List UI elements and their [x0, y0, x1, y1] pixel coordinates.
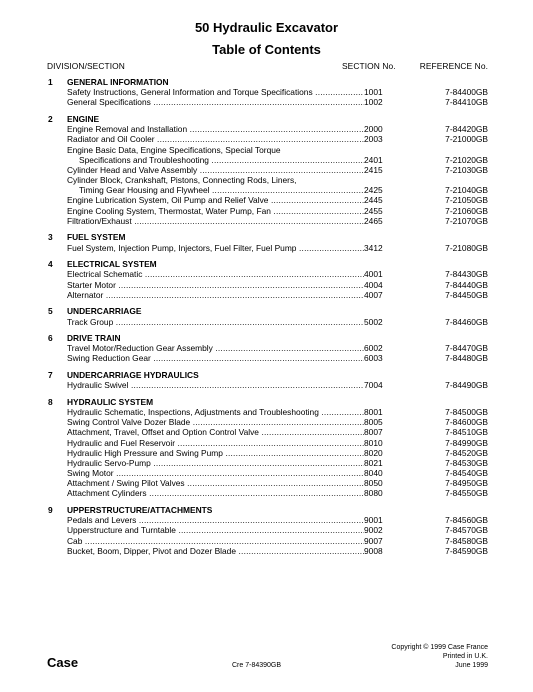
- reference-number: 7-84520GB: [445, 447, 488, 458]
- entry-title: Swing Motor .....: [67, 468, 364, 478]
- section-number: 5002: [364, 316, 383, 327]
- toc-entry: [0, 515, 533, 525]
- entry-title: Starter Motor .....: [67, 280, 364, 290]
- entry-title: Cylinder Block, Crankshaft, Pistons, Connecting Rods, Liners,: [67, 175, 297, 186]
- reference-number: 7-84590GB: [445, 545, 488, 556]
- entry-title: Filtration/Exhaust .....: [67, 216, 364, 226]
- section-number: 2000: [364, 124, 383, 135]
- entry-title: Upperstructure and Turntable .....: [67, 525, 364, 535]
- section-number: 2415: [364, 164, 383, 175]
- entry-title: Hydraulic and Fuel Reservoir .....: [67, 438, 364, 448]
- brand-logo: Case: [47, 655, 79, 670]
- document-title: 50 Hydraulic Excavator: [194, 20, 339, 35]
- entry-title: Timing Gear Housing and Flywheel .....: [79, 185, 364, 195]
- section-number: 9007: [364, 535, 383, 546]
- division-heading: [0, 232, 533, 242]
- document-reference: Cre 7-84390GB: [232, 662, 282, 669]
- entry-title: Hydraulic Servo-Pump .....: [67, 458, 364, 468]
- reference-number: 7-84560GB: [445, 515, 488, 526]
- division-name: GENERAL INFORMATION: [67, 77, 169, 87]
- section-number: 8007: [364, 427, 383, 438]
- toc-entry: [0, 343, 533, 353]
- section-number: 3412: [364, 242, 383, 253]
- entry-title: Cab .....: [67, 536, 364, 546]
- entry-title: Cylinder Head and Valve Assembly .....: [67, 165, 364, 175]
- entry-title: Fuel System, Injection Pump, Injectors, Fuel Filter, Fuel Pump .....: [67, 243, 364, 253]
- toc-entry: [0, 97, 533, 107]
- toc-entry: [0, 525, 533, 535]
- entry-title: Electrical Schematic .....: [67, 269, 364, 279]
- column-header-section: SECTION No.: [342, 61, 396, 71]
- section-number: 7004: [364, 380, 383, 391]
- division-number: 5: [48, 306, 53, 317]
- toc-entry: [0, 380, 533, 390]
- toc-entry: [0, 448, 533, 458]
- reference-number: 7-21070GB: [445, 215, 488, 226]
- section-number: 2445: [364, 195, 383, 206]
- entry-title: Radiator and Oil Cooler .....: [67, 134, 364, 144]
- toc-entry: [0, 478, 533, 488]
- toc-entry: [0, 280, 533, 290]
- toc-entry: [0, 185, 533, 195]
- section-number: 2425: [364, 185, 383, 196]
- copyright-text: Copyright © 1999 Case France: [391, 644, 488, 651]
- reference-number: 7-21000GB: [445, 134, 488, 145]
- toc-entry: [0, 353, 533, 363]
- division-heading: [0, 505, 533, 515]
- division-heading: [0, 114, 533, 124]
- reference-number: 7-84550GB: [445, 488, 488, 499]
- division-number: 4: [48, 259, 53, 270]
- toc-entry: [0, 427, 533, 437]
- division-heading: [0, 397, 533, 407]
- division-number: 8: [48, 396, 53, 407]
- division-number: 1: [48, 77, 53, 87]
- reference-number: 7-84410GB: [445, 97, 488, 108]
- entry-title: Swing Control Valve Dozer Blade .....: [67, 417, 364, 427]
- toc-entry: [0, 243, 533, 253]
- entry-title: Track Group .....: [67, 317, 364, 327]
- division-heading: [0, 306, 533, 316]
- toc-entry: [0, 155, 533, 165]
- division-block: [0, 333, 533, 364]
- reference-number: 7-21080GB: [445, 242, 488, 253]
- column-header-division: DIVISION/SECTION: [47, 61, 125, 71]
- toc-entry: [0, 124, 533, 134]
- division-block: [0, 77, 533, 108]
- toc-entry: [0, 87, 533, 97]
- reference-number: 7-84540GB: [445, 468, 488, 479]
- division-name: FUEL SYSTEM: [67, 232, 126, 243]
- table-of-contents: [0, 77, 533, 562]
- toc-entry: [0, 407, 533, 417]
- entry-title: Attachment / Swing Pilot Valves .....: [67, 478, 364, 488]
- entry-title: Engine Lubrication System, Oil Pump and Relief Valve .....: [67, 195, 364, 205]
- section-number: 2465: [364, 215, 383, 226]
- entry-title: Alternator .....: [67, 290, 364, 300]
- division-number: 6: [48, 333, 53, 344]
- division-number: 3: [48, 232, 53, 243]
- reference-number: 7-84500GB: [445, 406, 488, 417]
- footer-publication-info: [391, 643, 488, 670]
- division-block: [0, 370, 533, 390]
- reference-number: 7-84990GB: [445, 437, 488, 448]
- entry-title: Engine Removal and Installation .....: [67, 124, 364, 134]
- division-heading: [0, 370, 533, 380]
- section-number: 8010: [364, 437, 383, 448]
- toc-entry: [0, 134, 533, 144]
- section-number: 6003: [364, 353, 383, 364]
- reference-number: 7-21040GB: [445, 185, 488, 196]
- entry-title: Safety Instructions, General Information and Torque Specifications .....: [67, 87, 364, 97]
- toc-entry: [0, 206, 533, 216]
- reference-number: 7-84430GB: [445, 269, 488, 280]
- toc-entry: [0, 216, 533, 226]
- division-block: [0, 505, 533, 556]
- entry-title: Engine Cooling System, Thermostat, Water Pump, Fan .....: [67, 206, 364, 216]
- reference-number: 7-84460GB: [445, 316, 488, 327]
- division-block: [0, 306, 533, 326]
- division-block: [0, 397, 533, 499]
- entry-title: Attachment, Travel, Offset and Option Control Valve .....: [67, 427, 364, 437]
- entry-title: Bucket, Boom, Dipper, Pivot and Dozer Blade .....: [67, 546, 364, 556]
- toc-entry: [0, 269, 533, 279]
- reference-number: 7-21050GB: [445, 195, 488, 206]
- section-number: 4004: [364, 279, 383, 290]
- reference-number: 7-21020GB: [445, 154, 488, 165]
- division-name: DRIVE TRAIN: [67, 333, 121, 344]
- section-number: 8021: [364, 457, 383, 468]
- entry-title: General Specifications .....: [67, 97, 364, 107]
- toc-entry: [0, 488, 533, 498]
- section-number: 2003: [364, 134, 383, 145]
- entry-title: Hydraulic Schematic, Inspections, Adjustments and Troubleshooting .....: [67, 407, 364, 417]
- reference-number: 7-21030GB: [445, 164, 488, 175]
- printed-text: Printed in U.K.: [442, 653, 488, 660]
- division-block: [0, 232, 533, 252]
- entry-title: Travel Motor/Reduction Gear Assembly .....: [67, 343, 364, 353]
- entry-title: Hydraulic High Pressure and Swing Pump .....: [67, 448, 364, 458]
- entry-title: Attachment Cylinders .....: [67, 488, 364, 498]
- toc-entry: [0, 317, 533, 327]
- entry-title: Hydraulic Swivel .....: [67, 380, 364, 390]
- reference-number: 7-84950GB: [445, 478, 488, 489]
- toc-entry: [0, 165, 533, 175]
- division-name: ENGINE: [67, 113, 100, 124]
- section-number: 2401: [364, 154, 383, 165]
- section-number: 1002: [364, 97, 383, 108]
- division-name: HYDRAULIC SYSTEM: [67, 396, 154, 407]
- reference-number: 7-84420GB: [445, 124, 488, 135]
- date-text: June 1999: [455, 662, 488, 669]
- column-header-reference: REFERENCE No.: [419, 61, 488, 71]
- division-name: UNDERCARRIAGE HYDRAULICS: [67, 370, 199, 381]
- reference-number: 7-84490GB: [445, 380, 488, 391]
- entry-title: Specifications and Troubleshooting .....: [79, 155, 364, 165]
- document-subtitle: Table of Contents: [212, 42, 321, 57]
- reference-number: 7-84450GB: [445, 289, 488, 300]
- reference-number: 7-84440GB: [445, 279, 488, 290]
- section-number: 9002: [364, 525, 383, 536]
- section-number: 8005: [364, 417, 383, 428]
- toc-entry: [0, 468, 533, 478]
- section-number: 6002: [364, 343, 383, 354]
- entry-title: Pedals and Levers .....: [67, 515, 364, 525]
- division-heading: [0, 77, 533, 87]
- division-name: ELECTRICAL SYSTEM: [67, 259, 157, 270]
- section-number: 1001: [364, 87, 383, 98]
- entry-title: Engine Basic Data, Engine Specifications, Special Torque: [67, 144, 281, 155]
- toc-entry: [0, 290, 533, 300]
- toc-entry: [0, 417, 533, 427]
- reference-number: 7-84600GB: [445, 417, 488, 428]
- toc-entry: [0, 175, 533, 185]
- reference-number: 7-84480GB: [445, 353, 488, 364]
- reference-number: 7-84470GB: [445, 343, 488, 354]
- division-heading: [0, 333, 533, 343]
- section-number: 8040: [364, 468, 383, 479]
- division-number: 2: [48, 113, 53, 124]
- division-block: [0, 259, 533, 300]
- division-heading: [0, 259, 533, 269]
- section-number: 8080: [364, 488, 383, 499]
- toc-entry: [0, 546, 533, 556]
- reference-number: 7-84570GB: [445, 525, 488, 536]
- reference-number: 7-21060GB: [445, 205, 488, 216]
- reference-number: 7-84510GB: [445, 427, 488, 438]
- toc-entry: [0, 438, 533, 448]
- toc-entry: [0, 195, 533, 205]
- toc-entry: [0, 458, 533, 468]
- section-number: 2455: [364, 205, 383, 216]
- toc-entry: [0, 145, 533, 155]
- section-number: 9001: [364, 515, 383, 526]
- entry-title: Swing Reduction Gear .....: [67, 353, 364, 363]
- section-number: 4007: [364, 289, 383, 300]
- reference-number: 7-84400GB: [445, 87, 488, 98]
- division-number: 9: [48, 505, 53, 516]
- toc-entry: [0, 536, 533, 546]
- section-number: 4001: [364, 269, 383, 280]
- division-block: [0, 114, 533, 226]
- section-number: 8001: [364, 406, 383, 417]
- section-number: 8050: [364, 478, 383, 489]
- reference-number: 7-84530GB: [445, 457, 488, 468]
- division-number: 7: [48, 370, 53, 381]
- division-name: UNDERCARRIAGE: [67, 306, 142, 317]
- section-number: 9008: [364, 545, 383, 556]
- division-name: UPPERSTRUCTURE/ATTACHMENTS: [67, 505, 213, 516]
- reference-number: 7-84580GB: [445, 535, 488, 546]
- section-number: 8020: [364, 447, 383, 458]
